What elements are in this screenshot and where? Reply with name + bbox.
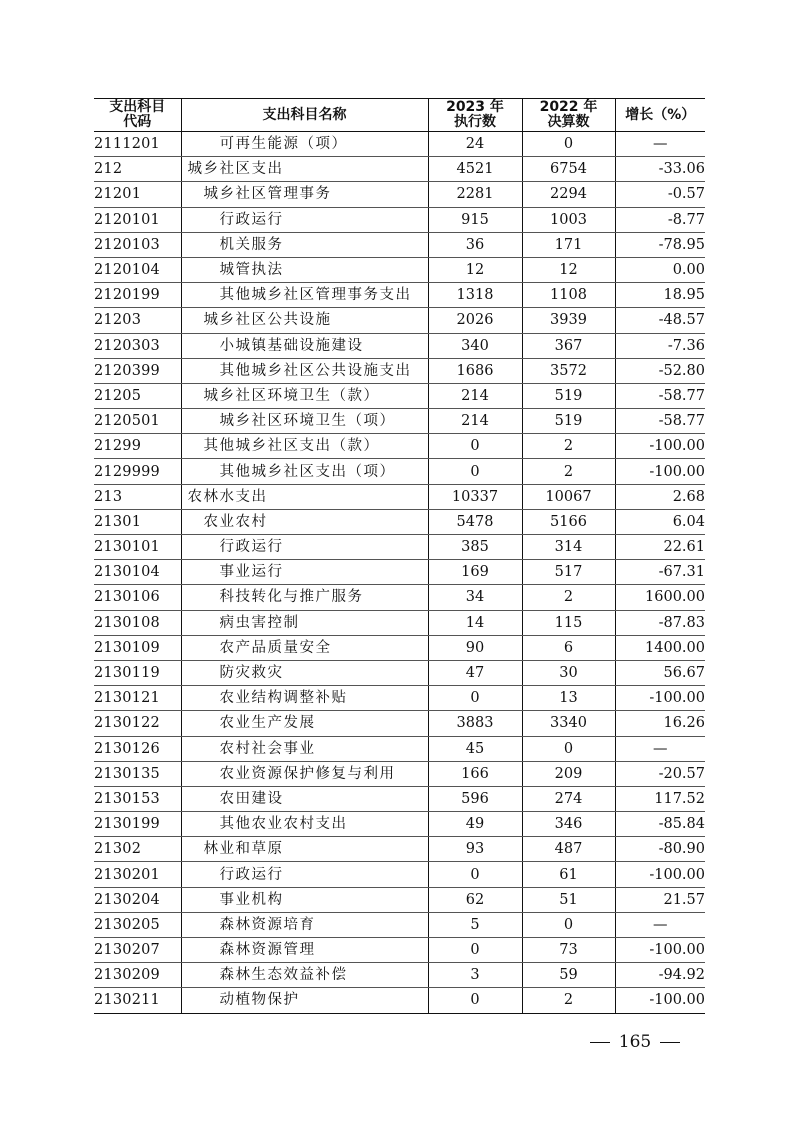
cell-final: 1003 (522, 207, 615, 232)
cell-final: 3340 (522, 711, 615, 736)
cell-name: 农业结构调整补贴 (181, 686, 428, 711)
cell-name: 农业生产发展 (181, 711, 428, 736)
cell-code: 2130104 (94, 560, 181, 585)
cell-final: 51 (522, 887, 615, 912)
cell-exec: 93 (428, 837, 522, 862)
cell-final: 517 (522, 560, 615, 585)
cell-code: 21299 (94, 434, 181, 459)
cell-name: 农业资源保护修复与利用 (181, 761, 428, 786)
table-row (94, 333, 705, 358)
header-exec-line1: 2023 年 (446, 99, 504, 115)
table-row (94, 535, 705, 560)
cell-final: 12 (522, 257, 615, 282)
cell-code: 2130109 (94, 635, 181, 660)
cell-code: 2130106 (94, 585, 181, 610)
page-number: 165 (618, 1032, 652, 1052)
cell-growth: 18.95 (615, 283, 705, 308)
cell-name: 行政运行 (181, 862, 428, 887)
table-row (94, 409, 705, 434)
cell-name: 小城镇基础设施建设 (181, 333, 428, 358)
cell-code: 2130119 (94, 660, 181, 685)
cell-exec: 340 (428, 333, 522, 358)
cell-code: 2130135 (94, 761, 181, 786)
cell-growth: -100.00 (615, 686, 705, 711)
cell-final: 346 (522, 812, 615, 837)
cell-exec: 0 (428, 988, 522, 1013)
cell-final: 0 (522, 132, 615, 157)
cell-code: 2130201 (94, 862, 181, 887)
cell-exec: 0 (428, 434, 522, 459)
table-row (94, 812, 705, 837)
cell-final: 171 (522, 232, 615, 257)
cell-name: 城乡社区管理事务 (181, 182, 428, 207)
cell-exec: 0 (428, 459, 522, 484)
table-row (94, 308, 705, 333)
cell-exec: 1686 (428, 358, 522, 383)
cell-name: 其他农业农村支出 (181, 812, 428, 837)
cell-growth: 22.61 (615, 535, 705, 560)
cell-name: 森林资源管理 (181, 938, 428, 963)
cell-final: 30 (522, 660, 615, 685)
cell-name: 事业运行 (181, 560, 428, 585)
header-name-text: 支出科目名称 (262, 106, 347, 123)
cell-final: 2 (522, 988, 615, 1013)
cell-final: 73 (522, 938, 615, 963)
cell-code: 21301 (94, 509, 181, 534)
cell-name: 城管执法 (181, 257, 428, 282)
footer-dash-left (590, 1042, 610, 1043)
cell-growth: -8.77 (615, 207, 705, 232)
header-growth (615, 99, 705, 132)
cell-growth: — (615, 132, 705, 157)
cell-name: 农业农村 (181, 509, 428, 534)
cell-name: 农林水支出 (181, 484, 428, 509)
header-row (94, 99, 705, 132)
cell-final: 487 (522, 837, 615, 862)
table-row (94, 257, 705, 282)
cell-code: 2130209 (94, 963, 181, 988)
cell-name: 科技转化与推广服务 (181, 585, 428, 610)
cell-growth: -100.00 (615, 862, 705, 887)
cell-exec: 90 (428, 635, 522, 660)
cell-growth: -100.00 (615, 988, 705, 1013)
cell-name: 行政运行 (181, 535, 428, 560)
cell-growth: 21.57 (615, 887, 705, 912)
cell-name: 林业和草原 (181, 837, 428, 862)
cell-exec: 3 (428, 963, 522, 988)
table-row (94, 207, 705, 232)
cell-exec: 385 (428, 535, 522, 560)
cell-growth: -58.77 (615, 409, 705, 434)
table-row (94, 761, 705, 786)
cell-exec: 596 (428, 786, 522, 811)
cell-name: 病虫害控制 (181, 610, 428, 635)
header-growth-text: 增长（%） (625, 106, 696, 123)
table-row (94, 358, 705, 383)
cell-final: 61 (522, 862, 615, 887)
table-row (94, 963, 705, 988)
cell-final: 274 (522, 786, 615, 811)
cell-code: 21203 (94, 308, 181, 333)
cell-exec: 0 (428, 938, 522, 963)
header-code-line1: 支出科目 (109, 99, 166, 115)
cell-code: 2130126 (94, 736, 181, 761)
cell-growth: 56.67 (615, 660, 705, 685)
cell-growth: -100.00 (615, 459, 705, 484)
cell-growth: -20.57 (615, 761, 705, 786)
cell-growth: -48.57 (615, 308, 705, 333)
cell-growth: -100.00 (615, 434, 705, 459)
table-row (94, 635, 705, 660)
cell-name: 城乡社区支出 (181, 157, 428, 182)
cell-exec: 2281 (428, 182, 522, 207)
table-row (94, 232, 705, 257)
table-row (94, 938, 705, 963)
table-row (94, 434, 705, 459)
cell-name: 事业机构 (181, 887, 428, 912)
cell-code: 21205 (94, 383, 181, 408)
table-row (94, 786, 705, 811)
header-code (94, 99, 181, 132)
cell-name: 城乡社区环境卫生（款） (181, 383, 428, 408)
cell-exec: 12 (428, 257, 522, 282)
cell-exec: 169 (428, 560, 522, 585)
cell-final: 2 (522, 434, 615, 459)
cell-code: 2130122 (94, 711, 181, 736)
cell-code: 2120199 (94, 283, 181, 308)
cell-name: 防灾救灾 (181, 660, 428, 685)
table-row (94, 686, 705, 711)
cell-final: 0 (522, 912, 615, 937)
header-final-line2: 决算数 (547, 114, 590, 130)
cell-growth: — (615, 912, 705, 937)
cell-growth: -94.92 (615, 963, 705, 988)
header-name (181, 99, 428, 132)
budget-table (94, 98, 705, 1014)
cell-exec: 166 (428, 761, 522, 786)
cell-final: 0 (522, 736, 615, 761)
cell-name: 机关服务 (181, 232, 428, 257)
cell-code: 2130199 (94, 812, 181, 837)
cell-growth: 117.52 (615, 786, 705, 811)
cell-name: 行政运行 (181, 207, 428, 232)
cell-final: 115 (522, 610, 615, 635)
cell-code: 213 (94, 484, 181, 509)
cell-final: 519 (522, 409, 615, 434)
table-row (94, 585, 705, 610)
cell-name: 农村社会事业 (181, 736, 428, 761)
cell-final: 59 (522, 963, 615, 988)
cell-final: 3572 (522, 358, 615, 383)
cell-final: 13 (522, 686, 615, 711)
cell-final: 1108 (522, 283, 615, 308)
table-header (94, 99, 705, 132)
cell-name: 动植物保护 (181, 988, 428, 1013)
cell-exec: 14 (428, 610, 522, 635)
table-row (94, 132, 705, 157)
cell-name: 森林生态效益补偿 (181, 963, 428, 988)
cell-exec: 0 (428, 862, 522, 887)
page-footer (590, 1030, 680, 1054)
cell-growth: 1600.00 (615, 585, 705, 610)
cell-exec: 0 (428, 686, 522, 711)
cell-exec: 214 (428, 409, 522, 434)
header-code-line2: 代码 (123, 114, 152, 130)
cell-exec: 214 (428, 383, 522, 408)
cell-code: 2120399 (94, 358, 181, 383)
cell-code: 2111201 (94, 132, 181, 157)
cell-final: 2294 (522, 182, 615, 207)
cell-name: 其他城乡社区支出（项） (181, 459, 428, 484)
cell-final: 6 (522, 635, 615, 660)
cell-exec: 10337 (428, 484, 522, 509)
table-row (94, 862, 705, 887)
cell-code: 2130101 (94, 535, 181, 560)
table-row (94, 509, 705, 534)
table-row (94, 459, 705, 484)
cell-code: 2120103 (94, 232, 181, 257)
table-row (94, 484, 705, 509)
cell-final: 2 (522, 459, 615, 484)
cell-code: 2120501 (94, 409, 181, 434)
cell-growth: — (615, 736, 705, 761)
cell-name: 其他城乡社区管理事务支出 (181, 283, 428, 308)
cell-code: 2130205 (94, 912, 181, 937)
cell-code: 2130153 (94, 786, 181, 811)
header-final-line1: 2022 年 (539, 99, 598, 115)
cell-exec: 34 (428, 585, 522, 610)
cell-final: 314 (522, 535, 615, 560)
cell-name: 其他城乡社区支出（款） (181, 434, 428, 459)
cell-code: 2130204 (94, 887, 181, 912)
table-row (94, 837, 705, 862)
cell-name: 农产品质量安全 (181, 635, 428, 660)
cell-growth: 0.00 (615, 257, 705, 282)
cell-code: 2129999 (94, 459, 181, 484)
cell-final: 6754 (522, 157, 615, 182)
cell-growth: -80.90 (615, 837, 705, 862)
cell-name: 城乡社区环境卫生（项） (181, 409, 428, 434)
cell-growth: -0.57 (615, 182, 705, 207)
cell-growth: -7.36 (615, 333, 705, 358)
cell-exec: 45 (428, 736, 522, 761)
cell-code: 21201 (94, 182, 181, 207)
cell-exec: 1318 (428, 283, 522, 308)
cell-name: 城乡社区公共设施 (181, 308, 428, 333)
cell-growth: -52.80 (615, 358, 705, 383)
table-body (94, 132, 705, 1014)
cell-growth: 2.68 (615, 484, 705, 509)
table-row (94, 912, 705, 937)
table-row (94, 887, 705, 912)
table-row (94, 283, 705, 308)
cell-growth: -78.95 (615, 232, 705, 257)
cell-growth: 6.04 (615, 509, 705, 534)
cell-final: 10067 (522, 484, 615, 509)
cell-name: 农田建设 (181, 786, 428, 811)
cell-code: 2130211 (94, 988, 181, 1013)
cell-growth: -33.06 (615, 157, 705, 182)
cell-exec: 4521 (428, 157, 522, 182)
table-row (94, 560, 705, 585)
cell-growth: -58.77 (615, 383, 705, 408)
footer-dash-right (660, 1042, 680, 1043)
cell-final: 519 (522, 383, 615, 408)
cell-final: 3939 (522, 308, 615, 333)
header-exec (428, 99, 522, 132)
cell-code: 212 (94, 157, 181, 182)
cell-final: 2 (522, 585, 615, 610)
cell-exec: 47 (428, 660, 522, 685)
cell-growth: -100.00 (615, 938, 705, 963)
cell-exec: 49 (428, 812, 522, 837)
cell-exec: 915 (428, 207, 522, 232)
cell-final: 5166 (522, 509, 615, 534)
cell-exec: 62 (428, 887, 522, 912)
cell-growth: -87.83 (615, 610, 705, 635)
cell-final: 209 (522, 761, 615, 786)
cell-code: 2120101 (94, 207, 181, 232)
table-row (94, 736, 705, 761)
header-exec-line2: 执行数 (454, 114, 496, 130)
table-row (94, 610, 705, 635)
cell-growth: -85.84 (615, 812, 705, 837)
cell-exec: 5478 (428, 509, 522, 534)
cell-exec: 3883 (428, 711, 522, 736)
cell-name: 其他城乡社区公共设施支出 (181, 358, 428, 383)
cell-growth: 1400.00 (615, 635, 705, 660)
cell-code: 2130121 (94, 686, 181, 711)
cell-growth: 16.26 (615, 711, 705, 736)
cell-code: 21302 (94, 837, 181, 862)
cell-growth: -67.31 (615, 560, 705, 585)
table-row (94, 711, 705, 736)
table-row (94, 988, 705, 1013)
cell-name: 可再生能源（项） (181, 132, 428, 157)
header-final (522, 99, 615, 132)
cell-exec: 36 (428, 232, 522, 257)
cell-code: 2120104 (94, 257, 181, 282)
table-row (94, 383, 705, 408)
cell-final: 367 (522, 333, 615, 358)
table-row (94, 182, 705, 207)
cell-exec: 5 (428, 912, 522, 937)
cell-code: 2130108 (94, 610, 181, 635)
cell-exec: 24 (428, 132, 522, 157)
table-row (94, 157, 705, 182)
cell-code: 2120303 (94, 333, 181, 358)
cell-name: 森林资源培育 (181, 912, 428, 937)
cell-code: 2130207 (94, 938, 181, 963)
cell-exec: 2026 (428, 308, 522, 333)
table-row (94, 660, 705, 685)
